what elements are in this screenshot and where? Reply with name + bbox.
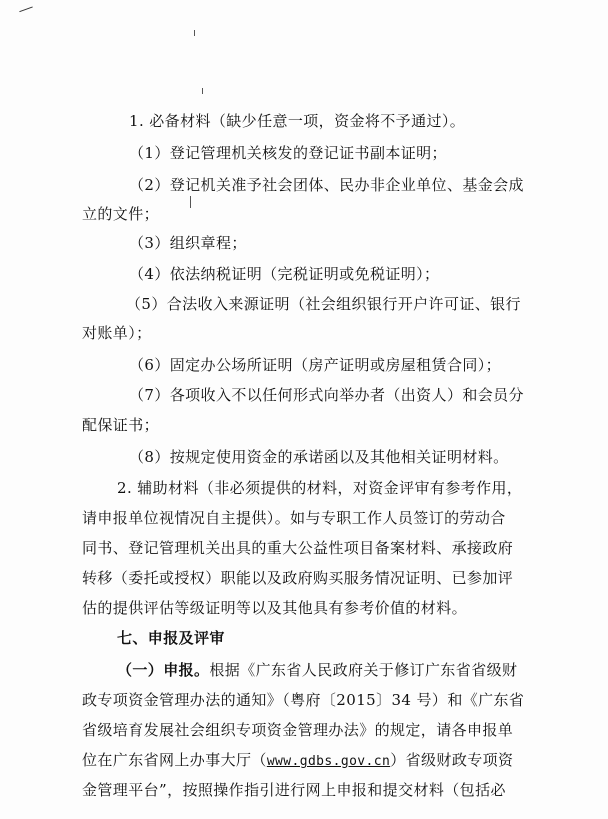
text-line: 配保证书； xyxy=(82,416,160,434)
text-line: 金管理平台”，按照操作指引进行网上申报和提交材料（包括必 xyxy=(82,781,506,799)
text-line: 政专项资金管理办法的通知》（粤府〔2015〕34 号）和《广东省 xyxy=(82,691,525,709)
text-line: 转移（委托或授权）职能以及政府购买服务情况证明、已参加评 xyxy=(82,569,514,587)
text-line: 省级培育发展社会组织专项资金管理办法》的规定，请各申报单 xyxy=(82,721,514,739)
text-line: 对账单）； xyxy=(82,324,152,342)
text-line: 2. 辅助材料（非必须提供的材料，对资金评审有参考作用， xyxy=(117,479,523,497)
text-line: 立的文件； xyxy=(82,205,160,223)
text-line: 估的提供评估等级证明等以及其他具有参考价值的材料。 xyxy=(82,599,468,617)
text-line: （5）合法收入来源证明（社会组织银行开户许可证、银行 xyxy=(126,295,521,313)
text-span: 位在广东省网上办事大厅（ xyxy=(82,751,267,769)
text-line: （4）依法纳税证明（完税证明或免税证明）； xyxy=(129,265,440,283)
scan-mark xyxy=(194,30,195,36)
text-line: 请申报单位视情况自主提供）。如与专职工作人员签订的劳动合 xyxy=(82,509,506,527)
website-link[interactable]: www.gdbs.gov.cn xyxy=(266,754,391,769)
text-line: 同书、登记管理机关出具的重大公益性项目备案材料、承接政府 xyxy=(82,539,514,557)
section-heading: 七、申报及评审 xyxy=(117,629,225,647)
text-line xyxy=(82,750,513,772)
text-line: （7）各项收入不以任何形式向举办者（出资人）和会员分 xyxy=(129,386,524,404)
paragraph-lead: （一）申报。 xyxy=(117,661,210,679)
text-span: 根据《广东省人民政府关于修订广东省省级财 xyxy=(209,661,518,679)
text-line xyxy=(117,660,517,680)
text-line: （6）固定办公场所证明（房产证明或房屋租赁合同）； xyxy=(129,356,502,374)
text-line: （1）登记管理机关核发的登记证书副本证明； xyxy=(129,144,447,162)
text-span: ）省级财政专项资 xyxy=(390,751,514,769)
scan-mark xyxy=(17,1,33,12)
scan-mark xyxy=(190,196,191,208)
scan-mark xyxy=(202,88,203,94)
text-line: 1. 必备材料（缺少任意一项，资金将不予通过）。 xyxy=(129,112,466,130)
text-line: （3）组织章程； xyxy=(129,234,247,252)
text-line: （8）按规定使用资金的承诺函以及其他相关证明材料。 xyxy=(129,448,509,466)
text-line: （2）登记机关准予社会团体、民办非企业单位、基金会成 xyxy=(129,176,524,194)
